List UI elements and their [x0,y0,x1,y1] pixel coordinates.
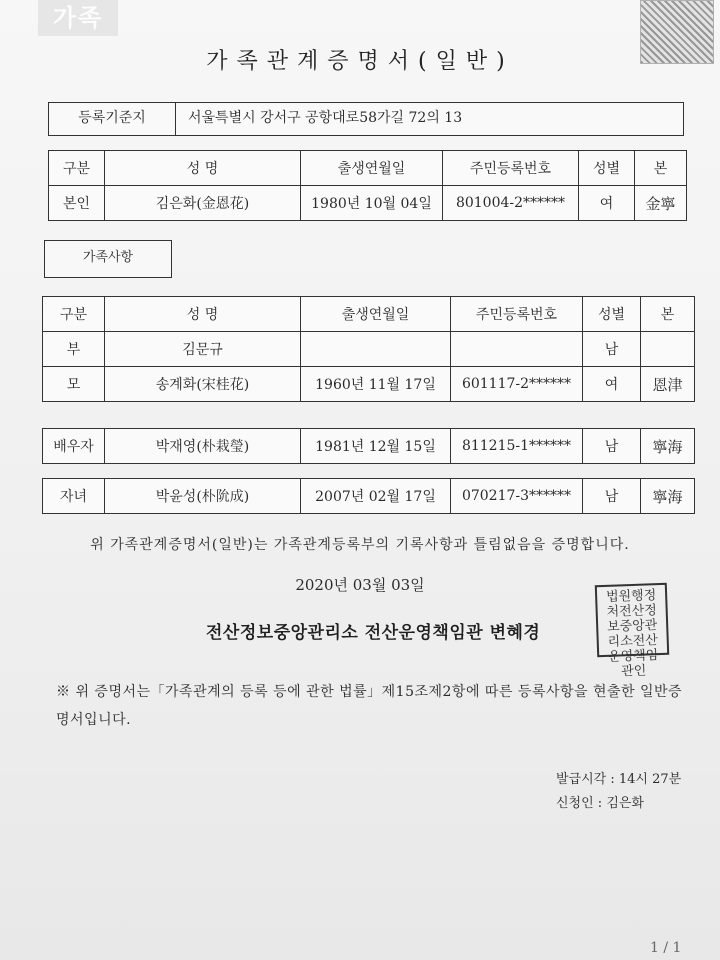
issuer-name: 전산정보중앙관리소 전산운영책임관 변혜경 [206,623,541,643]
legal-note: ※ 위 증명서는「가족관계의 등록 등에 관한 법률」제15조제2항에 따른 등록사항을 현출한 일반증명서입니다. [56,684,683,728]
id-number-cell [451,332,583,367]
registration-label: 등록기준지 [49,103,176,135]
id-number-cell: 070217-3****** [451,479,583,514]
origin-cell [641,332,695,367]
origin-cell: 恩津 [641,367,695,402]
registration-box [48,102,684,136]
id-number-cell: 801004-2****** [443,186,579,221]
header-cell: 본 [641,297,695,332]
header-cell: 주민등록번호 [443,151,579,186]
relation-cell: 본인 [49,186,105,221]
principal-table [48,150,687,221]
name-cell: 김은화(金恩花) [105,186,301,221]
id-number-cell: 811215-1****** [451,429,583,464]
header-cell: 구분 [49,151,105,186]
name-cell: 박윤성(朴阭成) [105,479,301,514]
header-cell: 성별 [579,151,635,186]
birth-cell [301,332,451,367]
name-cell: 김문규 [105,332,301,367]
header-cell: 성 명 [105,297,301,332]
relation-cell: 배우자 [43,429,105,464]
family-section-label: 가족사항 [44,240,172,278]
table-header-row [49,151,687,186]
header-cell: 본 [635,151,687,186]
document-title: 가족관계증명서(일반) [206,49,514,74]
family-table [42,296,695,402]
header-cell: 구분 [43,297,105,332]
birth-cell: 1960년 11월 17일 [301,367,451,402]
table-row [49,186,687,221]
origin-cell: 寧海 [641,479,695,514]
origin-cell: 金寧 [635,186,687,221]
official-seal: 법원행정처전산정보중앙관리소전산운영책임관인 [595,583,669,657]
applicant: 신청인 : 김은화 [556,796,644,811]
relation-cell: 모 [43,367,105,402]
page-number: 1 / 1 [650,940,682,956]
table-row [43,367,695,402]
table-row [43,479,695,514]
relation-cell: 자녀 [43,479,105,514]
issue-date: 2020년 03월 03일 [295,576,425,594]
header-cell: 성별 [583,297,641,332]
issue-time: 발급시각 : 14시 27분 [556,772,682,787]
sex-cell: 남 [583,479,641,514]
table-header-row [43,297,695,332]
name-cell: 박재영(朴栽瑩) [105,429,301,464]
header-cell: 성 명 [105,151,301,186]
child-table [42,478,695,514]
table-row [43,332,695,367]
header-cell: 주민등록번호 [451,297,583,332]
header-cell: 출생연월일 [301,151,443,186]
birth-cell: 1981년 12월 15일 [301,429,451,464]
spouse-table [42,428,695,464]
birth-cell: 1980년 10월 04일 [301,186,443,221]
sex-cell: 남 [583,332,641,367]
logo-watermark: 가족 [38,0,118,36]
sex-cell: 여 [579,186,635,221]
table-row [43,429,695,464]
sex-cell: 남 [583,429,641,464]
registration-value: 서울특별시 강서구 공항대로58가길 72의 13 [188,110,463,126]
name-cell: 송계화(宋桂花) [105,367,301,402]
id-number-cell: 601117-2****** [451,367,583,402]
header-cell: 출생연월일 [301,297,451,332]
certification-statement: 위 가족관계증명서(일반)는 가족관계등록부의 기록사항과 틀림없음을 증명합니다. [90,537,630,553]
origin-cell: 寧海 [641,429,695,464]
relation-cell: 부 [43,332,105,367]
birth-cell: 2007년 02월 17일 [301,479,451,514]
sex-cell: 여 [583,367,641,402]
